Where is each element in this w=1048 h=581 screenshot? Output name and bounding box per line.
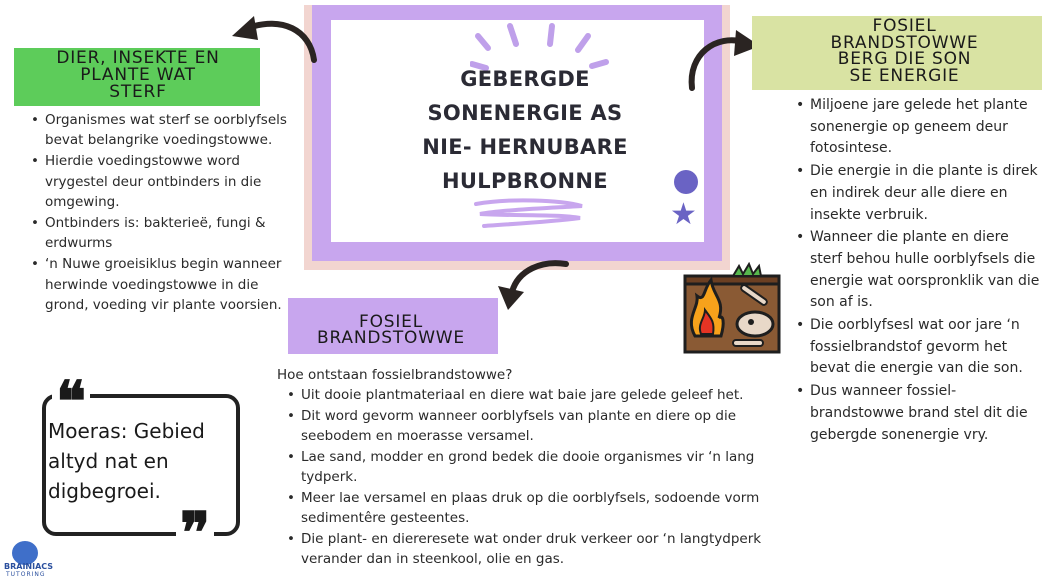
label-line: BRANDSTOWWE [830,32,979,53]
title-line: NIE- HERNUBARE [422,135,628,159]
left-bullet-list [30,110,292,316]
label-line: FOSIEL [359,312,423,332]
list-item: • Die oorblyfsesl wat oor jare ‘n fossielbrandstof gevorm het bevat die energie van die son. [810,315,1040,380]
list-item: • Dit word gevorm wanneer oorblyfsels van plante en diere op die seebodem en moerasse versamel. [301,406,786,447]
open-quote-icon: ❝ [52,374,90,430]
list-item: • Wanneer die plante en diere sterf behou hulle oorblyfsels die energie wat oorspronklik van die son af is. [810,227,1040,314]
list-item: • Uit dooie plantmateriaal en diere wat baie jare gelede geleef het. [301,385,786,406]
list-item: • Organismes wat sterf se oorblyfsels bevat belangrike voedingstowwe. [45,110,292,150]
circle-icon [674,170,698,194]
section-label-bottom [298,314,484,346]
list-item: • Lae sand, modder en grond bedek die dooie organismes vir ‘n lang tydperk. [301,447,786,488]
label-line: SE ENERGIE [849,65,960,86]
logo-subtitle: TUTORING [6,571,46,578]
label-line: BERG DIE SON [837,49,972,69]
fossil-fuel-icon [681,262,785,356]
title-line: GEBERGDE [460,67,590,91]
list-item: • Dus wanneer fossiel-brandstowwe brand stel dit die gebergde sonenergie vry. [810,381,1040,446]
page-title [420,62,630,198]
list-item: • Ontbinders is: bakterieë, fungi & erdwurms [45,213,292,253]
label-line: PLANTE WAT [80,65,196,85]
title-line: HULPBRONNE [442,169,608,193]
close-quote-icon: ❞ [176,505,214,561]
star-icon: ★ [670,197,697,232]
list-item: • Die plant- en diereresete wat onder druk verkeer oor ‘n langtydperk verander dan in steenkool, olie en gas. [301,529,786,570]
section-label-left [30,50,246,101]
bottom-question: Hoe ontstaan fossielbrandstowwe? [277,367,513,383]
section-label-right [802,18,1007,84]
label-line: FOSIEL [872,16,937,36]
right-bullet-list [795,95,1040,447]
list-item: • ‘n Nuwe groeisiklus begin wanneer herwinde voedingstowwe in die grond, voeding vir plante voorsien. [45,254,292,315]
scribble-decoration [470,196,590,232]
label-line: BRANDSTOWWE [317,328,465,348]
list-item: • Die energie in die plante is direk en indirek deur alle diere en insekte verbruik. [810,161,1040,226]
bottom-bullet-list [286,385,786,570]
label-line: STERF [109,82,167,102]
list-item: • Meer lae versamel en plaas druk op die oorblyfsels, sodoende vorm sedimentêre gesteentes. [301,488,786,529]
list-item: • Hierdie voedingstowwe word vrygestel deur ontbinders in die omgewing. [45,151,292,212]
curved-arrow-icon [496,254,572,314]
quote-text: Moeras: Gebied altyd nat en digbegroei. [48,419,205,503]
title-line: SONENERGIE AS [427,101,623,125]
list-item: • Miljoene jare gelede het plante sonenergie op geneem deur fotosintese. [810,95,1040,160]
label-line: DIER, INSEKTE EN [56,48,220,68]
logo-name: BRAINIACS [4,562,54,571]
